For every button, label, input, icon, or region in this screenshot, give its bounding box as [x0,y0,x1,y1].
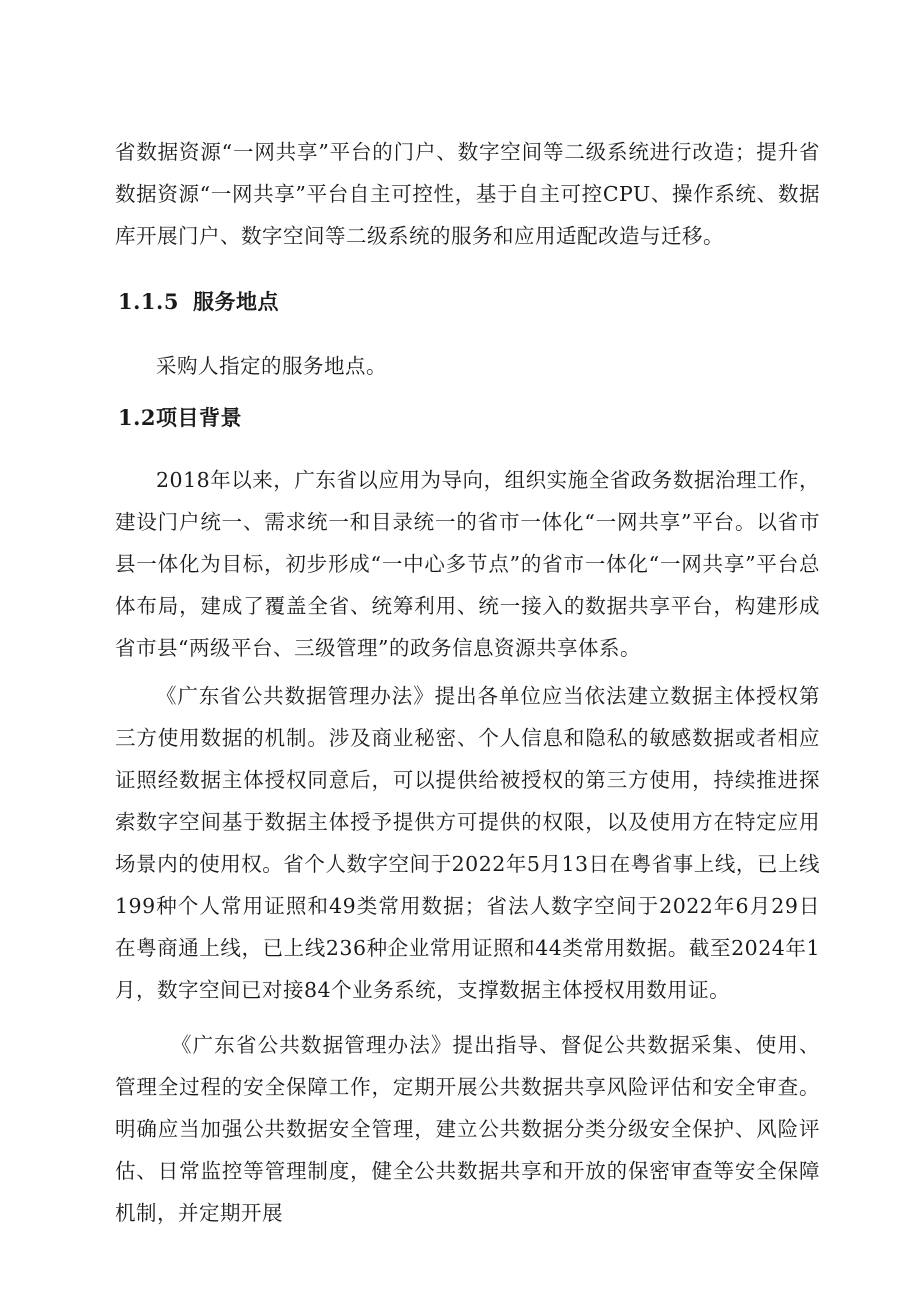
paragraph-background-3: 《广东省公共数据管理办法》提出指导、督促公共数据采集、使用、管理全过程的安全保障工作，定期开展公共数据共享风险评估和安全审查。明确应当加强公共数据安全管理，建立公共数据分类分级安全保护、风险评估、日常监控等管理制度，健全公共数据共享和开放的保密审查等安全保障机制，并定期开展 [115,1033,820,1225]
heading-number: 1.2 [118,405,157,430]
paragraph-intro: 省数据资源“一网共享”平台的门户、数字空间等二级系统进行改造；提升省数据资源“一网共享”平台自主可控性，基于自主可控CPU、操作系统、数据库开展门户、数字空间等二级系统的服务和应用适配改造与迁移。 [115,140,820,248]
heading-title: 服务地点 [192,289,279,314]
heading-1-1-5 [118,287,279,317]
paragraph-background-1: 2018年以来，广东省以应用为导向，组织实施全省政务数据治理工作，建设门户统一、需求统一和目录统一的省市一体化“一网共享”平台。以省市县一体化为目标，初步形成“一中心多节点”的省市一体化“一网共享”平台总体布局，建成了覆盖全省、统筹利用、统一接入的数据共享平台，构建形成省市县“两级平台、三级管理”的政务信息资源共享体系。 [115,468,820,660]
heading-1-2 [118,403,242,433]
paragraph-background-2: 《广东省公共数据管理办法》提出各单位应当依法建立数据主体授权第三方使用数据的机制。涉及商业秘密、个人信息和隐私的敏感数据或者相应证照经数据主体授权同意后，可以提供给被授权的第三方使用，持续推进探索数字空间基于数据主体授予提供方可提供的权限，以及使用方在特定应用场景内的使用权。省个人数字空间于2022年5月13日在粤省事上线，已上线199种个人常用证照和49类常用数据；省法人数字空间于2022年6月29日在粤商通上线，已上线236种企业常用证照和44类常用数据。截至2024年1月，数字空间已对接84个业务系统，支撑数据主体授权用数用证。 [115,684,820,1002]
heading-title: 项目背景 [156,405,243,430]
paragraph-service-location: 采购人指定的服务地点。 [156,354,387,378]
heading-number: 1.1.5 [118,289,179,314]
